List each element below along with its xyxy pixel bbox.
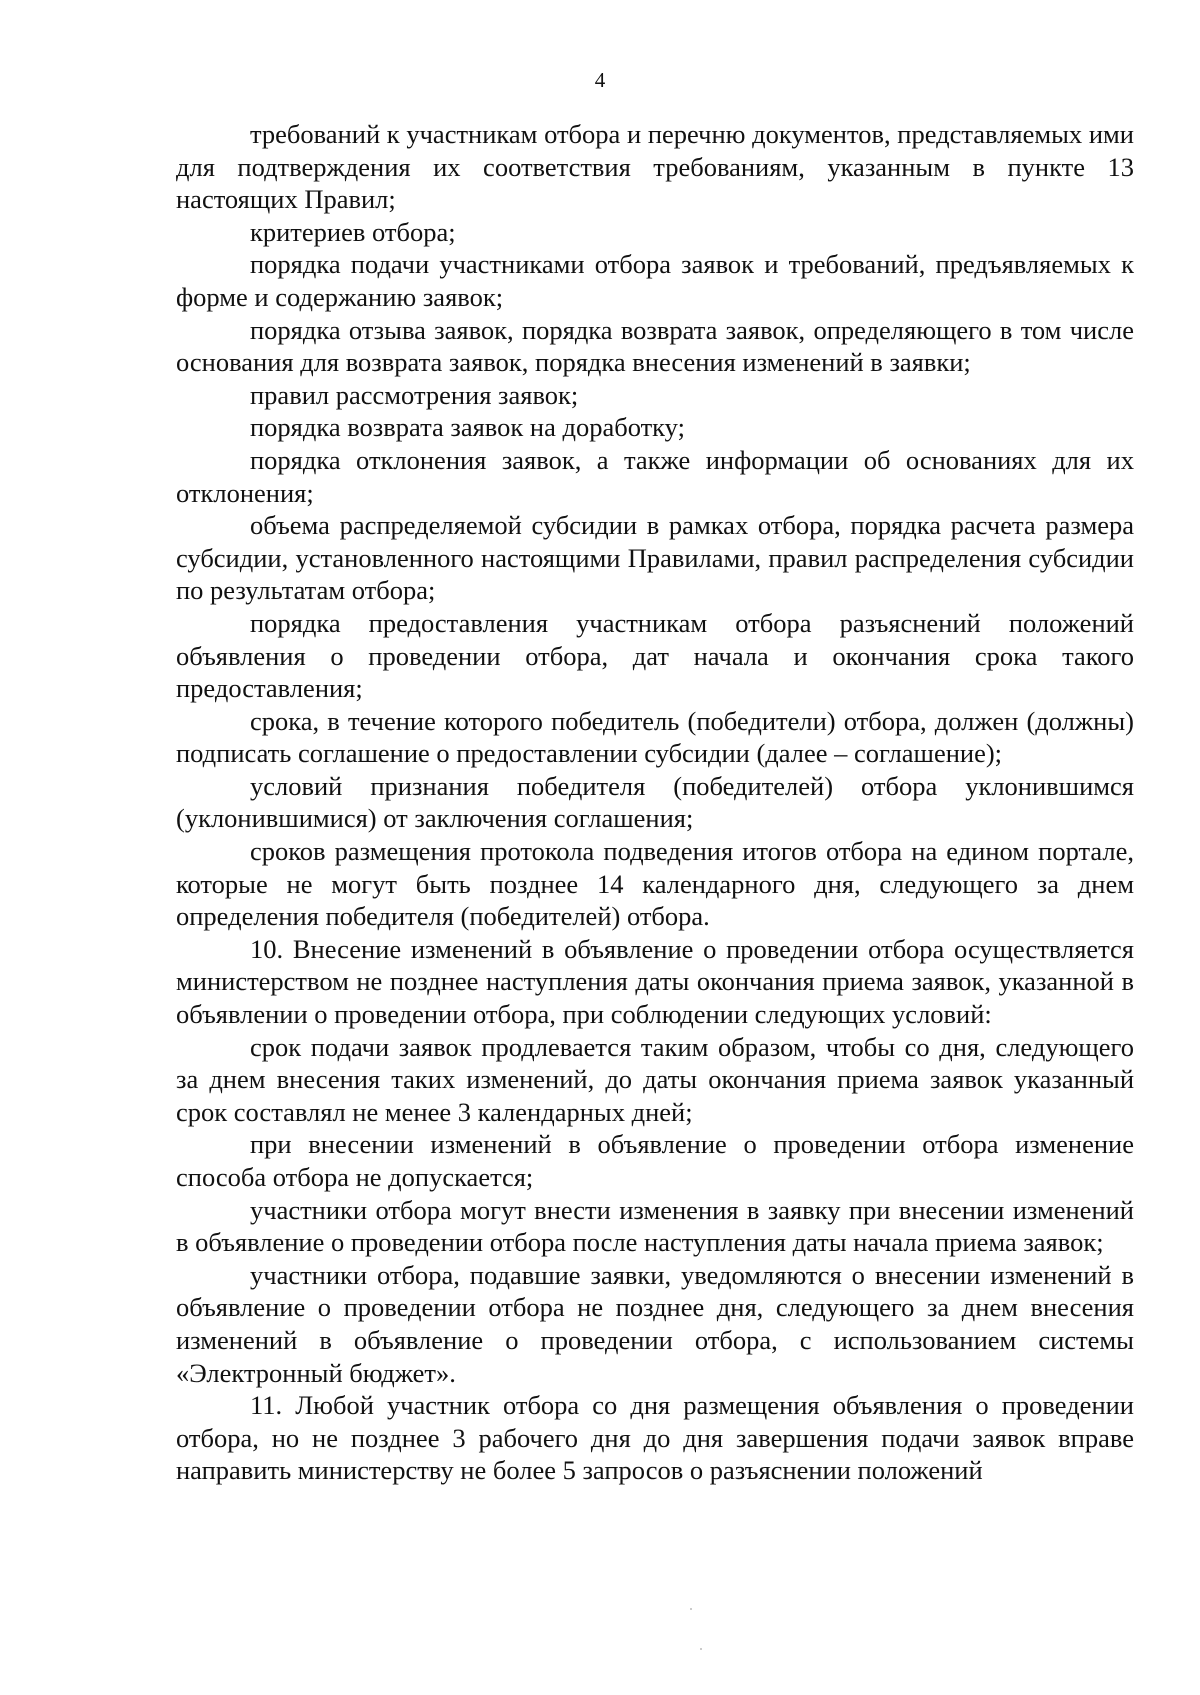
scan-artifact (690, 1608, 692, 1610)
paragraph: срок подачи заявок продлевается таким образом, чтобы со дня, следующего за днем внесения таких изменений, до даты окончания приема заявок указанный срок составлял не менее 3 календарных дней; (176, 1031, 1134, 1127)
paragraph: правил рассмотрения заявок; (250, 379, 579, 410)
paragraph: объема распределяемой субсидии в рамках отбора, порядка расчета размера субсидии, установленного настоящими Правилами, правил распределения субсидии по результатам отбора; (176, 510, 1134, 606)
scan-artifact (700, 1648, 702, 1650)
paragraph: порядка возврата заявок на доработку; (250, 412, 685, 443)
paragraph: порядка подачи участниками отбора заявок и требований, предъявляемых к форме и содержанию заявок; (176, 249, 1134, 312)
paragraph: требований к участникам отбора и перечню документов, представляемых ими для подтверждения их соответствия требованиям, указанным в пункте 13 настоящих Правил; (176, 119, 1134, 215)
page-number: 4 (594, 68, 606, 92)
paragraph: порядка предоставления участникам отбора разъяснений положений объявления о проведении отбора, дат начала и окончания срока такого предоставления; (176, 607, 1134, 704)
paragraph: критериев отбора; (250, 216, 456, 247)
paragraph: условий признания победителя (победителей) отбора уклонившимся (уклонившимися) от заключения соглашения; (176, 770, 1134, 834)
paragraph-clause-10: 10. Внесение изменений в объявление о проведении отбора осуществляется министерством не позднее наступления даты окончания приема заявок, указанной в объявлении о проведении отбора, при соблюдении следующих условий: (176, 933, 1134, 1030)
document-body (176, 118, 1134, 1487)
paragraph: порядка отзыва заявок, порядка возврата заявок, определяющего в том числе основания для возврата заявок, порядка внесения изменений в заявки; (176, 314, 1134, 378)
paragraph: при внесении изменений в объявление о проведении отбора изменение способа отбора не допускается; (176, 1129, 1134, 1192)
paragraph: участники отбора, подавшие заявки, уведомляются о внесении изменений в объявление о проведении отбора не позднее дня, следующего за днем внесения изменений в объявление о проведении отбора, с использованием системы «Электронный бюджет». (176, 1259, 1134, 1388)
paragraph: порядка отклонения заявок, а также информации об основаниях для их отклонения; (176, 444, 1134, 508)
paragraph: сроков размещения протокола подведения итогов отбора на едином портале, которые не могут быть позднее 14 календарного дня, следующего за днем определения победителя (победителей) отбора. (176, 836, 1134, 932)
paragraph: участники отбора могут внести изменения в заявку при внесении изменений в объявление о проведении отбора после наступления даты начала приема заявок; (176, 1194, 1134, 1258)
paragraph: срока, в течение которого победитель (победители) отбора, должен (должны) подписать соглашение о предоставлении субсидии (далее – соглашение); (176, 705, 1134, 769)
paragraph-clause-11: 11. Любой участник отбора со дня размещения объявления о проведении отбора, но не позднее 3 рабочего дня до дня завершения подачи заявок вправе направить министерству не более 5 запросов о разъяснении положений (176, 1390, 1134, 1486)
